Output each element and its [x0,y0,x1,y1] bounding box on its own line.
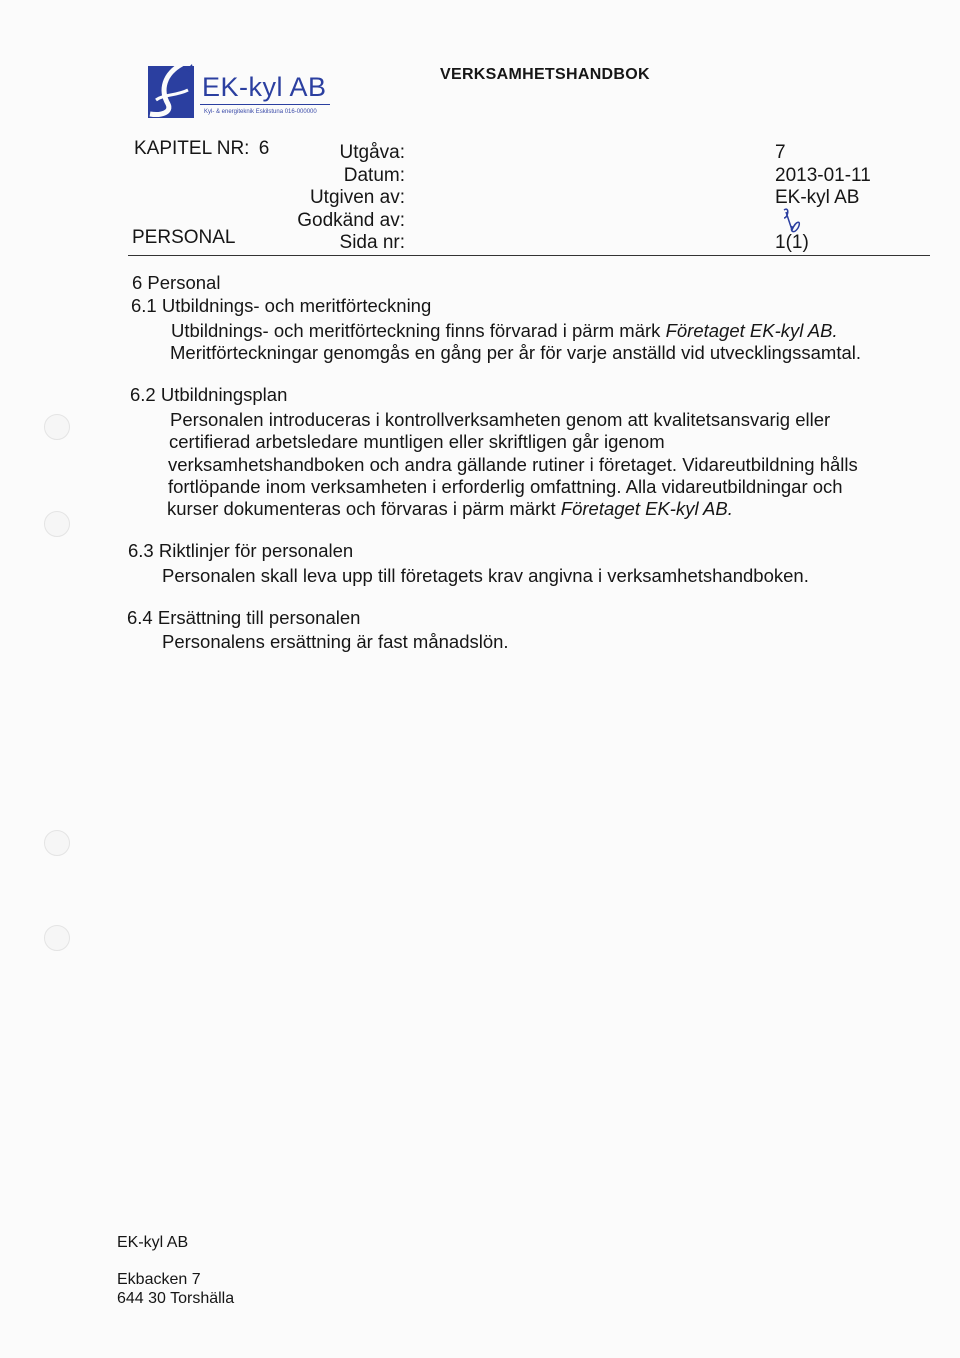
footer-street: Ekbacken 7 [117,1271,201,1288]
chapter-label: KAPITEL NR: [134,138,250,159]
section-6-1-line-1: Utbildnings- och meritförteckning finns förvarad i pärm märk [171,320,661,341]
chapter-heading: 6 Personal [132,272,221,293]
section-title: PERSONAL [132,227,236,248]
date-value: 2013-01-11 [775,164,871,186]
section-6-2-line-3: verksamhetshandboken och andra gällande rutiner i företaget. Vidareutbildning hålls [168,454,858,475]
footer-company: EK-kyl AB [117,1234,189,1251]
chapter-number: 6 [258,138,270,159]
punch-hole [44,830,70,856]
edition-value: 7 [775,142,786,163]
section-6-2-line-5 [167,498,733,520]
punch-hole [44,414,70,440]
logo-emblem-icon [142,60,200,122]
section-6-2-line-5-text: kurser dokumenteras och förvaras i pärm märkt [167,498,556,519]
punch-hole [44,511,70,537]
header-divider [128,255,930,256]
binder-reference: Företaget EK-kyl AB. [560,498,733,519]
logo-underline [200,104,330,105]
issued-by-value: EK-kyl AB [775,187,860,208]
date-label: Datum: [343,164,405,186]
company-logo [142,60,334,122]
punch-hole [44,925,70,951]
approved-by-label: Godkänd av: [297,209,405,231]
section-6-1-title: 6.1 Utbildnings- och meritförteckning [131,295,432,316]
section-6-4-title: 6.4 Ersättning till personalen [127,607,361,628]
section-6-2-title: 6.2 Utbildningsplan [130,384,288,405]
section-6-1-line-2: Meritförteckningar genomgås en gång per år för varje anställd vid utvecklingssamtal. [170,342,862,363]
section-6-2-line-1: Personalen introduceras i kontrollverksamheten genom att kvalitetsansvarig eller [170,409,831,430]
logo-tagline: Kyl- & energiteknik Eskilstuna 016-000000 [204,109,317,115]
page-label: Sida nr: [339,232,405,253]
issued-by-label: Utgiven av: [309,187,405,208]
section-6-2-line-4: fortlöpande inom verksamheten i erforderlig omfattning. Alla vidareutbildningar och [168,476,843,497]
footer-city: 644 30 Torshälla [117,1290,235,1307]
logo-company-name: EK-kyl AB [202,72,327,102]
document-title: VERKSAMHETSHANDBOK [440,66,650,83]
section-6-3-line-1: Personalen skall leva upp till företagets krav angivna i verksamhetshandboken. [162,565,809,586]
edition-label: Utgåva: [339,142,405,163]
approval-signature [780,206,810,236]
page-value: 1(1) [775,232,809,253]
chapter-line [134,138,269,160]
section-6-4-line-1: Personalens ersättning är fast månadslön. [162,631,509,652]
section-6-3-title: 6.3 Riktlinjer för personalen [128,540,354,561]
section-6-2-line-2: certifierad arbetsledare muntligen eller skriftligen går igenom [169,431,665,452]
section-6-1-text [171,320,838,342]
binder-reference: Företaget EK-kyl AB. [665,320,838,341]
